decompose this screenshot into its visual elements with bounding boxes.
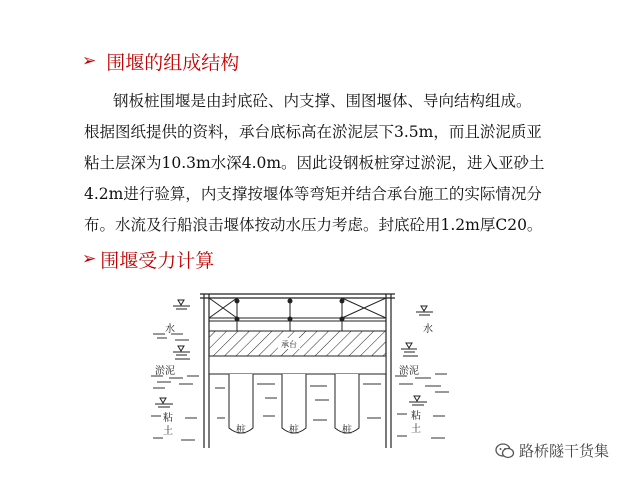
mud-level-marker-left — [173, 346, 190, 359]
water-level-marker-right — [416, 306, 433, 315]
left-clay-label-2: 土 — [163, 426, 173, 437]
paragraph-line-2: 根据图纸提供的资料，承台底标高在淤泥层下3.5m，而且淤泥质亚 — [84, 123, 542, 141]
heading-text: 围堰受力计算 — [100, 249, 215, 272]
wechat-icon — [495, 442, 515, 460]
watermark — [495, 440, 609, 461]
clay-level-marker-right — [409, 396, 427, 405]
paragraph-line-3: 粘土层深为10.3m水深4.0m。因此设钢板桩穿过淤泥，进入亚砂土 — [84, 154, 545, 172]
seal-concrete-layer — [209, 356, 386, 374]
mud-level-marker-right — [401, 343, 418, 356]
watermark-text: 路桥隧干货集 — [519, 442, 610, 460]
section-heading-force-calculation — [82, 244, 214, 274]
paragraph-line-5: 布。水流及行船浪击堰体按动水压力考虑。封底砼用1.2m厚C20。 — [84, 216, 543, 234]
right-clay-label-2: 土 — [411, 424, 421, 435]
left-water-label: 水 — [165, 324, 175, 335]
right-water-label: 水 — [423, 324, 433, 335]
paragraph-line-1: 钢板桩围堰是由封底砼、内支撑、围图堰体、导向结构组成。 — [113, 92, 532, 110]
water-level-marker-left — [173, 300, 190, 309]
right-clay-label-1: 粘 — [411, 411, 421, 422]
left-mud-label: 淤泥 — [155, 366, 175, 377]
arrow-bullet-icon: ➢ — [82, 51, 97, 71]
arrow-bullet-icon: ➢ — [82, 249, 97, 269]
left-clay-label-1: 粘 — [163, 413, 173, 424]
heading-text: 围堰的组成结构 — [106, 51, 240, 74]
internal-support-frame — [209, 298, 386, 331]
pile-2-label: 桩 — [289, 425, 299, 436]
pile-1-label: 桩 — [236, 425, 246, 436]
description-paragraph — [84, 86, 614, 241]
cofferdam-section-diagram — [145, 288, 490, 453]
clay-level-marker-left — [155, 398, 173, 407]
paragraph-line-4: 4.2m进行验算，内支撑按堰体等弯矩并结合承台施工的实际情况分 — [84, 185, 542, 203]
right-mud-label: 淤泥 — [399, 366, 419, 377]
pile-3-label: 桩 — [342, 425, 352, 436]
section-heading-cofferdam-composition — [82, 46, 239, 76]
cap-label: 承台 — [281, 340, 297, 349]
